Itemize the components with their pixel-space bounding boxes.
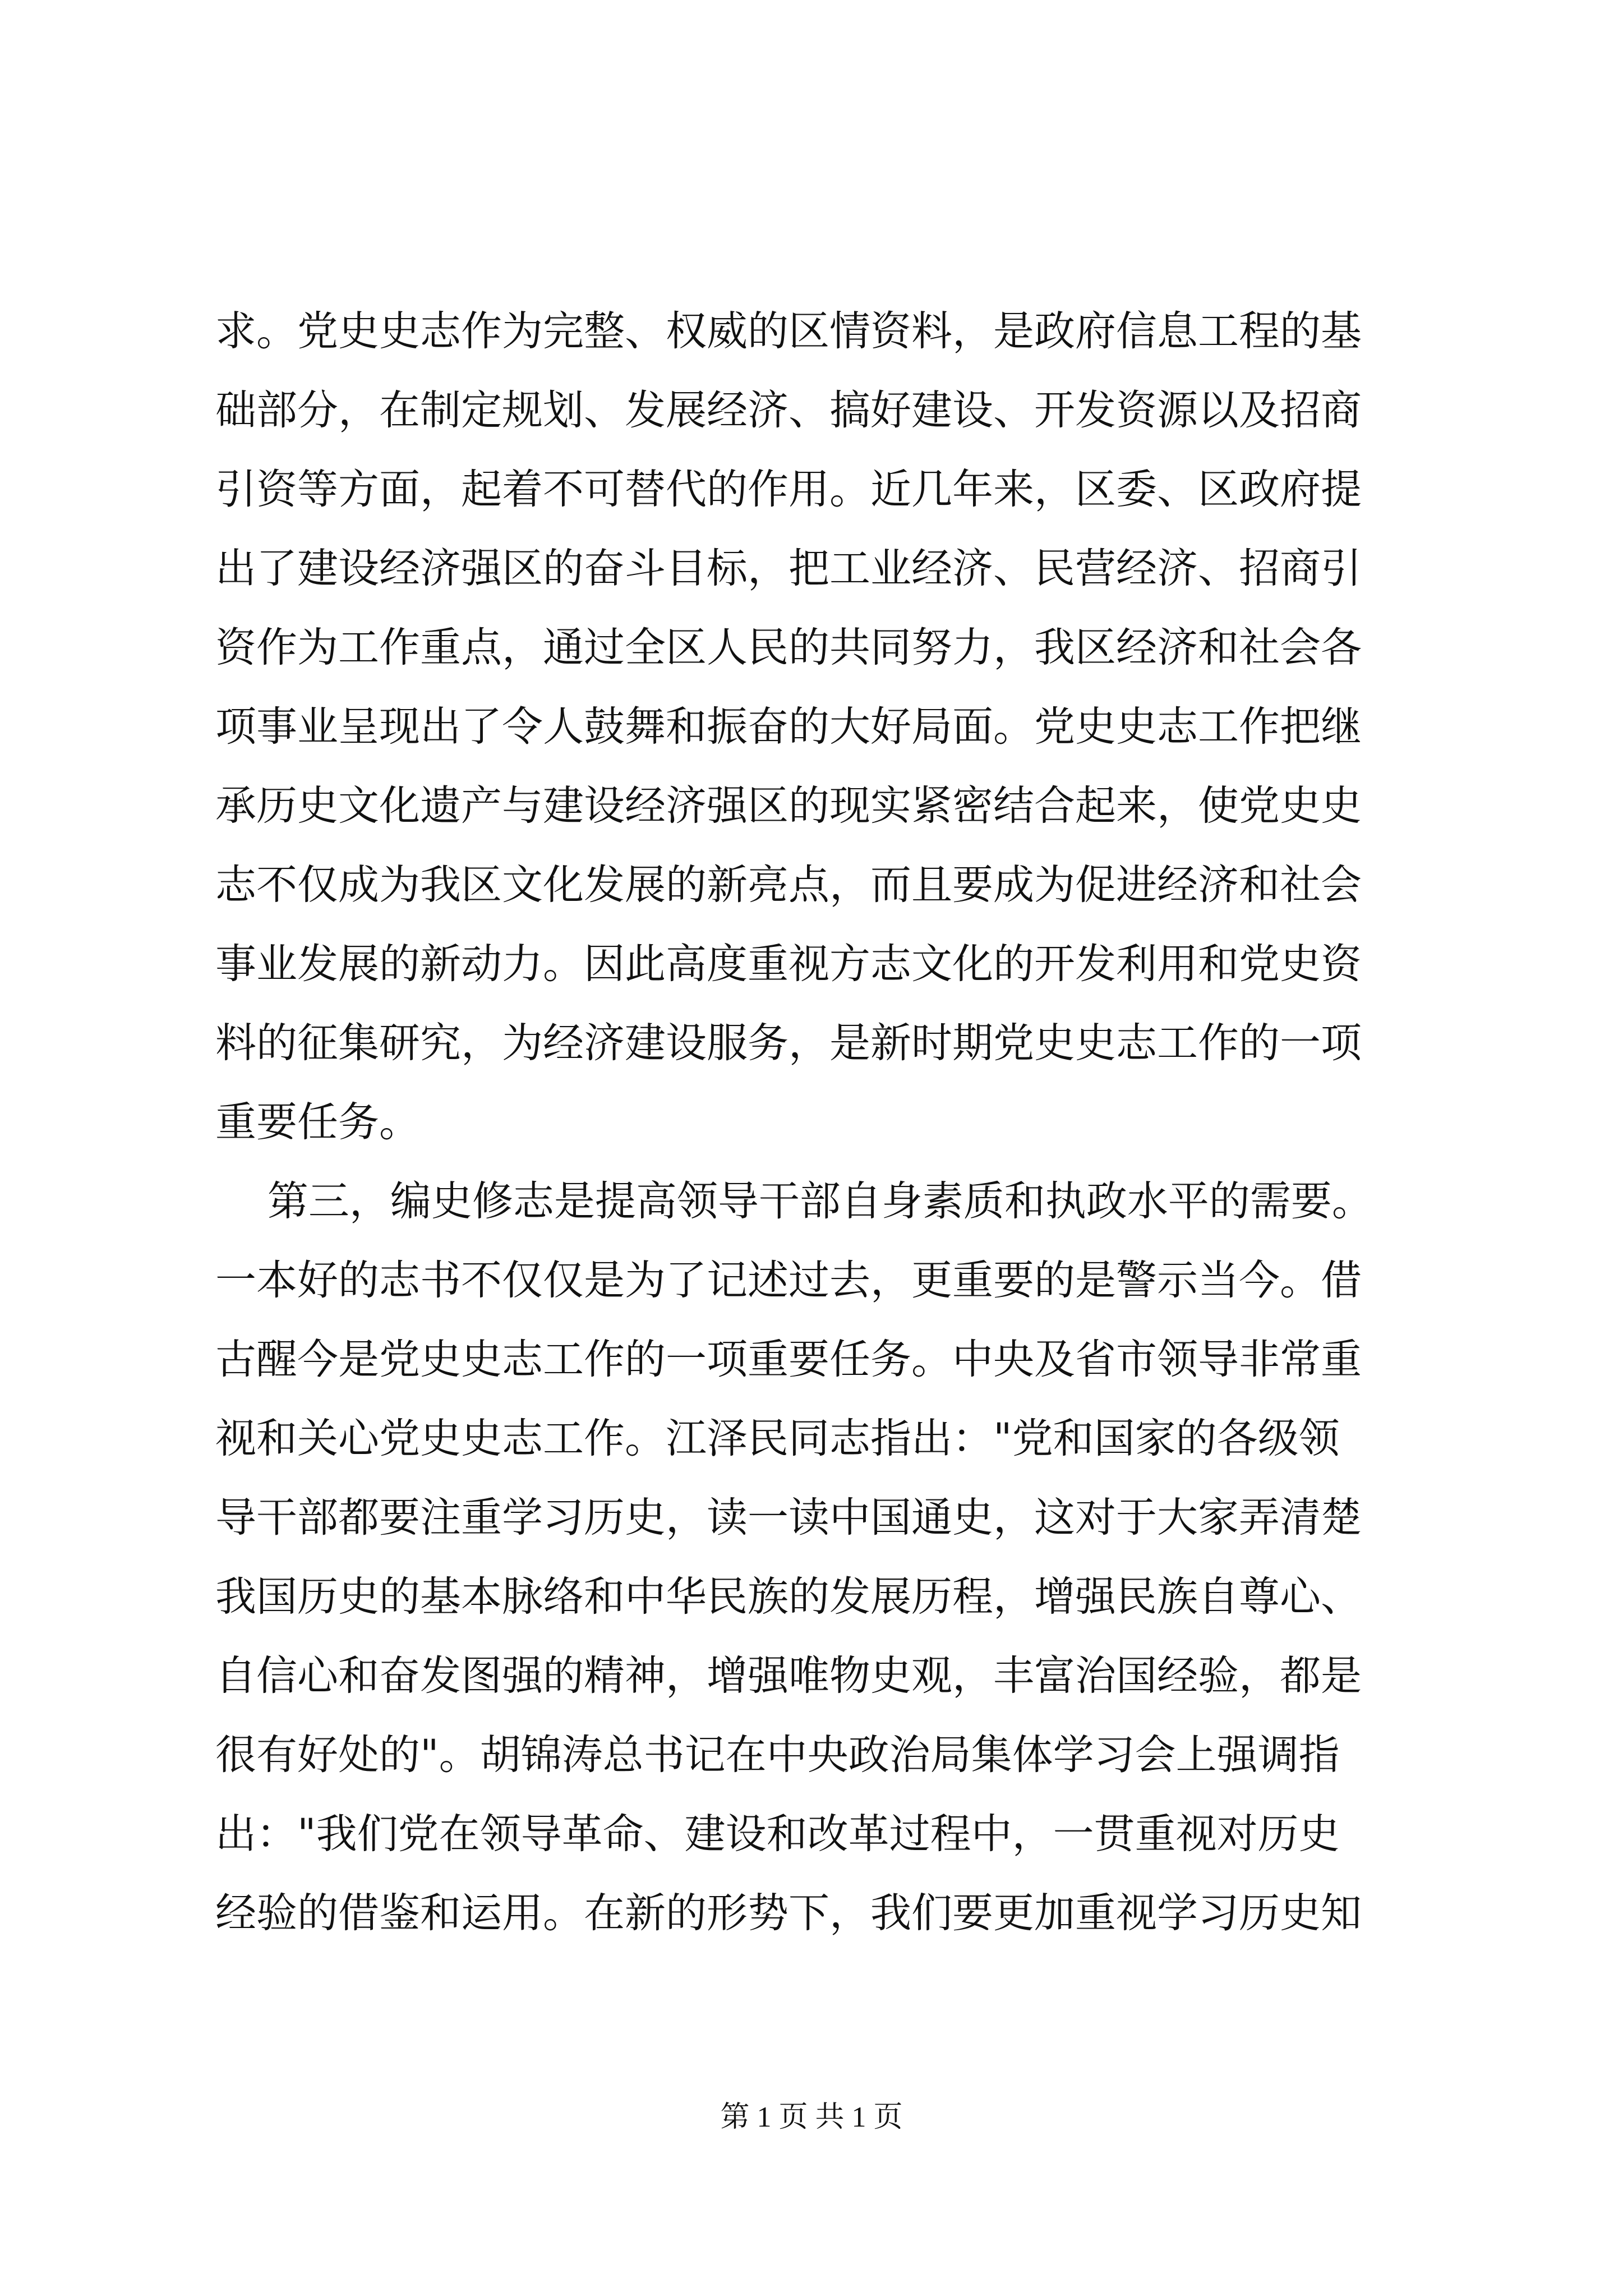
text-line: 资作为工作重点，通过全区人民的共同努力，我区经济和社会各: [215, 624, 1362, 671]
text-line: 项事业呈现出了令人鼓舞和振奋的大好局面。党史史志工作把继: [215, 703, 1362, 751]
text-line: 志不仅成为我区文化发展的新亮点，而且要成为促进经济和社会: [215, 861, 1362, 909]
text-line: 一本好的志书不仅仅是为了记述过去，更重要的是警示当今。借: [215, 1257, 1362, 1304]
text-line: 料的征集研究，为经济建设服务，是新时期党史史志工作的一项: [215, 1019, 1362, 1067]
text-line: 很有好处的"。胡锦涛总书记在中央政治局集体学习会上强调指: [215, 1731, 1340, 1779]
text-line: 视和关心党史史志工作。江泽民同志指出："党和国家的各级领: [215, 1415, 1340, 1462]
page-number-label: 第 1 页 共 1 页: [720, 2101, 903, 2133]
paragraph-start-line: 第三，编史修志是提高领导干部自身素质和执政水平的需要。: [215, 1177, 1373, 1225]
text-line: 求。党史史志作为完整、权威的区情资料，是政府信息工程的基: [215, 307, 1362, 355]
text-line: 经验的借鉴和运用。在新的形势下，我们要更加重视学习历史知: [215, 1889, 1362, 1937]
body-text: [215, 292, 1438, 1953]
text-line: 引资等方面，起着不可替代的作用。近几年来，区委、区政府提: [215, 466, 1362, 513]
text-line: 事业发展的新动力。因此高度重视方志文化的开发利用和党史资: [215, 940, 1362, 988]
text-line: 础部分，在制定规划、发展经济、搞好建设、开发资源以及招商: [215, 386, 1362, 434]
text-line: 导干部都要注重学习历史，读一读中国通史，这对于大家弄清楚: [215, 1494, 1362, 1542]
text-line: 我国历史的基本脉络和中华民族的发展历程，增强民族自尊心、: [215, 1573, 1362, 1621]
text-line: 出了建设经济强区的奋斗目标，把工业经济、民营经济、招商引: [215, 545, 1362, 592]
text-line: 古醒今是党史史志工作的一项重要任务。中央及省市领导非常重: [215, 1336, 1362, 1383]
text-line: 重要任务。: [215, 1098, 420, 1146]
text-line: 出："我们党在领导革命、建设和改革过程中，一贯重视对历史: [215, 1810, 1340, 1858]
page-footer: [0, 2098, 1623, 2137]
text-line: 自信心和奋发图强的精神，增强唯物史观，丰富治国经验，都是: [215, 1652, 1362, 1700]
text-line: 承历史文化遗产与建设经济强区的现实紧密结合起来，使党史史: [215, 782, 1362, 830]
